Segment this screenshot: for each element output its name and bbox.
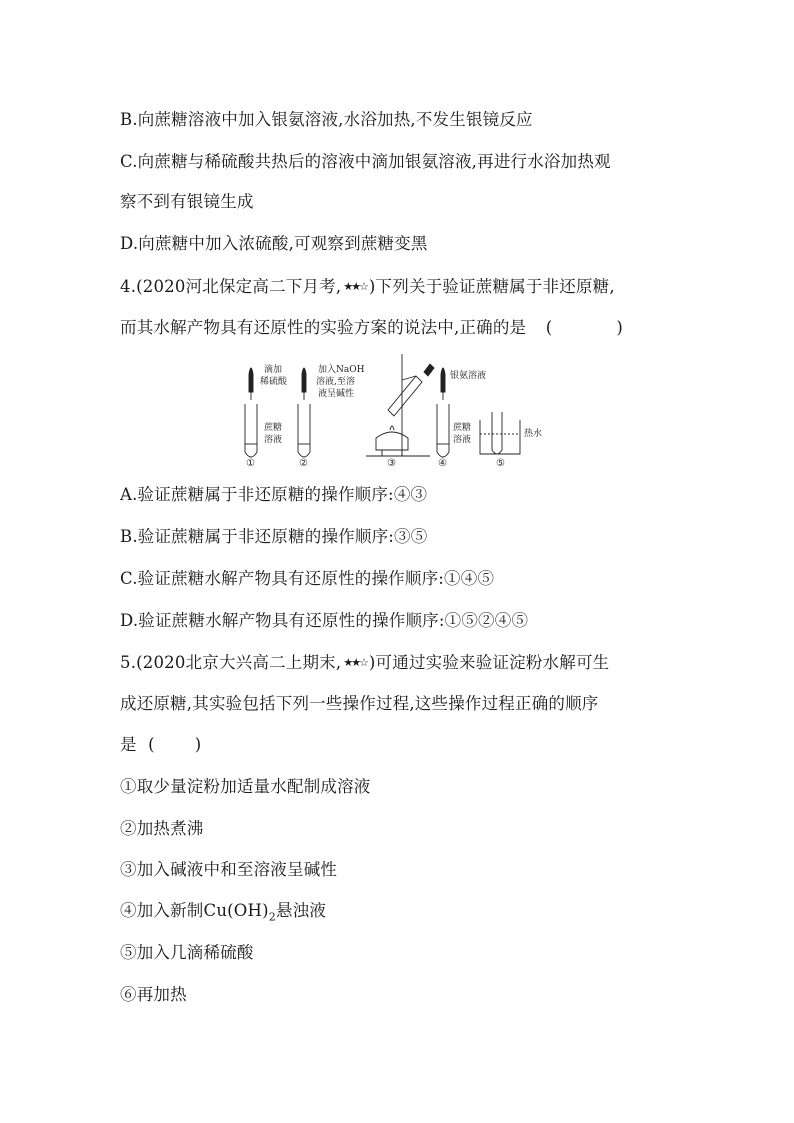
label-sucrose: 蔗糖 <box>264 423 283 433</box>
answer-paren-left: ( <box>148 735 155 754</box>
option-4a-text: A.验证蔗糖属于非还原糖的操作顺序:④③ <box>120 485 428 504</box>
option-d-text: D.向蔗糖中加入浓硫酸,可观察到蔗糖变黑 <box>120 234 428 253</box>
difficulty-stars-icon: ★★☆ <box>343 280 367 293</box>
option-b-text: B.向蔗糖溶液中加入银氨溶液,水浴加热,不发生银镜反应 <box>120 110 533 129</box>
figure-number-1: ① <box>246 458 255 469</box>
test-tube-1-icon <box>245 368 257 457</box>
answer-paren-right: ) <box>616 318 623 337</box>
option-4b-text: B.验证蔗糖属于非还原糖的操作顺序:③⑤ <box>120 527 428 546</box>
test-tube-2-icon <box>298 368 310 457</box>
label-silver-ammonia: 银氨溶液 <box>450 371 487 381</box>
label-dilute-sulfuric-acid: 稀硫酸 <box>260 377 288 387</box>
label-add-naoh: 加入NaOH <box>318 365 365 375</box>
question-4-source: 4.(2020河北保定高二下月考, <box>120 277 342 296</box>
difficulty-stars-icon: ★★☆ <box>343 656 367 669</box>
label-solution-4: 溶液 <box>453 435 472 445</box>
heating-stand-icon <box>366 354 434 456</box>
question-4-stem-line2: 而其水解产物具有还原性的实验方案的说法中,正确的是 ( ) <box>120 318 623 337</box>
label-alkaline: 液呈碱性 <box>318 389 355 399</box>
step-5-text: ⑤加入几滴稀硫酸 <box>120 943 254 962</box>
figure-number-2: ② <box>299 458 308 469</box>
option-4d-text: D.验证蔗糖水解产物具有还原性的操作顺序:①⑤②④⑤ <box>120 611 529 630</box>
question-5-stem-line3: 是 ( ) <box>120 735 202 754</box>
question-5-stem-line1 <box>120 649 609 673</box>
step-1-text: ①取少量淀粉加适量水配制成溶液 <box>120 777 371 796</box>
figure-number-4: ④ <box>438 458 447 469</box>
label-hot-water: 热水 <box>524 429 543 439</box>
experiment-apparatus-figure <box>240 352 560 470</box>
question-4-stem-line1 <box>120 273 615 297</box>
hot-water-beaker-icon <box>480 412 520 454</box>
copper-hydroxide-formula: Cu(OH) <box>203 901 269 920</box>
option-4c-text: C.验证蔗糖水解产物具有还原性的操作顺序:①④⑤ <box>120 569 495 588</box>
question-5-stem-line2: 成还原糖,其实验包括下列一些操作过程,这些操作过程正确的顺序 <box>120 694 599 713</box>
figure-number-3: ③ <box>387 458 396 469</box>
label-solution: 溶液 <box>264 435 283 445</box>
option-c-text-line1: C.向蔗糖与稀硫酸共热后的溶液中滴加银氨溶液,再进行水浴加热观 <box>120 152 611 171</box>
label-add: 滴加 <box>264 365 283 375</box>
label-solution-until: 溶液,至溶 <box>316 377 355 387</box>
question-5-source: 5.(2020北京大兴高二上期末, <box>120 653 342 672</box>
answer-paren-left: ( <box>545 318 553 337</box>
step-2-text: ②加热煮沸 <box>120 819 204 838</box>
test-tube-4-icon <box>437 368 449 457</box>
step-6-text: ⑥再加热 <box>120 985 187 1004</box>
question-5-stem: )可通过实验来验证淀粉水解可生 <box>368 653 610 672</box>
question-4-stem: )下列关于验证蔗糖属于非还原糖, <box>368 277 615 296</box>
step-4-text: ④加入新制$Cu(OH)_2$悬浊液 <box>120 901 327 924</box>
answer-paren-right: ) <box>194 735 202 754</box>
label-sucrose-4: 蔗糖 <box>453 423 472 433</box>
step-3-text: ③加入碱液中和至溶液呈碱性 <box>120 860 338 879</box>
option-c-text-line2: 察不到有银镜生成 <box>120 192 254 211</box>
figure-number-5: ⑤ <box>496 458 505 469</box>
